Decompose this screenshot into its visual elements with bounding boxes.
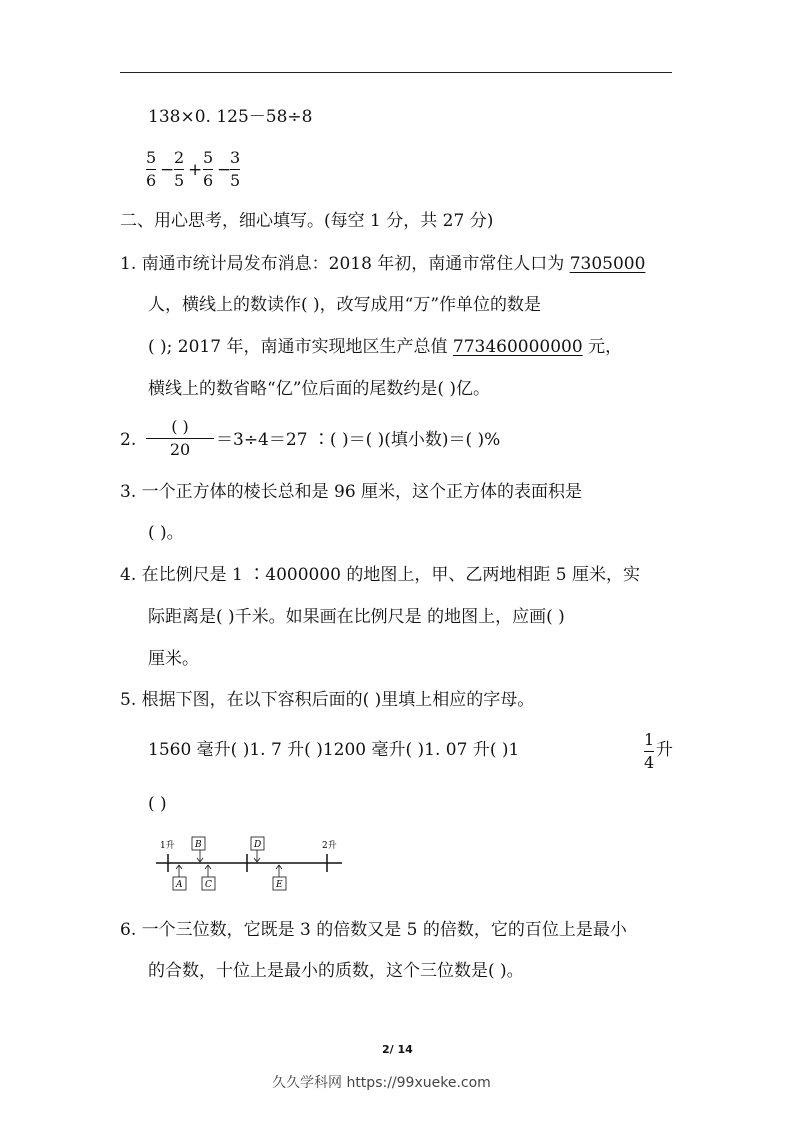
q1-line-3 — [148, 336, 622, 358]
q2-fraction-denominator: 20 — [169, 440, 191, 459]
fraction-4 — [230, 149, 240, 190]
q3-line-2: ( )。 — [148, 523, 184, 543]
fraction-4-denominator: 5 — [230, 171, 241, 190]
q1-line-4: 横线上的数省略“亿”位后面的尾数约是( )亿。 — [148, 379, 491, 399]
fraction-2 — [174, 149, 184, 190]
header-rule — [120, 72, 672, 73]
fraction-1-denominator: 6 — [146, 171, 157, 190]
fraction-3-denominator: 6 — [203, 171, 214, 190]
fraction-2-numerator: 2 — [174, 148, 185, 167]
q2-fraction-numerator: ( ) — [171, 417, 189, 436]
q4-line-3: 厘米。 — [148, 649, 199, 669]
box-a-label: A — [176, 880, 183, 890]
box-e-label: E — [276, 880, 283, 890]
q1-population-number: 7305000 — [569, 254, 646, 274]
q1-line-1-text: 1. 南通市统计局发布消息：2018 年初，南通市常住人口为 — [120, 254, 570, 274]
q5-fraction-numerator: 1 — [644, 730, 655, 749]
q1-line-3-unit: 元， — [582, 337, 623, 357]
q4-line-1: 4. 在比例尺是 1 ∶4000000 的地图上，甲、乙两地相距 5 厘米，实 — [120, 565, 640, 585]
q5-line-3: ( ) — [148, 794, 167, 814]
q5-fraction-denominator: 4 — [644, 753, 655, 772]
q1-line-1 — [120, 253, 645, 275]
fraction-1 — [146, 149, 156, 190]
q5-mixed-fraction — [644, 731, 654, 772]
fraction-3-numerator: 5 — [203, 148, 214, 167]
q2-label: 2. — [120, 430, 137, 450]
q2-expression: ＝3÷4＝27 ∶( )＝( )(填小数)＝( )% — [216, 430, 501, 450]
q3-line-1: 3. 一个正方体的棱长总和是 96 厘米，这个正方体的表面积是 — [120, 482, 583, 502]
operator-3: − — [217, 160, 232, 180]
q5-line-2: 1560 毫升( )1. 7 升( )1200 毫升( )1. 07 升( )1 — [148, 740, 520, 760]
q5-line-1: 5. 根据下图，在以下容积后面的( )里填上相应的字母。 — [120, 690, 535, 710]
page-number: 2/ 14 — [382, 1043, 413, 1056]
box-b-label: B — [195, 840, 202, 850]
q1-line-3-text: ( ); 2017 年，南通市实现地区生产总值 — [148, 337, 453, 357]
q5-unit: 升 — [656, 740, 673, 760]
q6-line-2: 的合数，十位上是最小的质数，这个三位数是( )。 — [148, 961, 524, 981]
q4-line-2: 际距离是( )千米。如果画在比例尺是 的地图上，应画( ) — [148, 607, 565, 627]
q1-gdp-number: 773460000000 — [452, 337, 583, 357]
box-d-label: D — [254, 840, 262, 850]
fraction-2-denominator: 5 — [174, 171, 185, 190]
fraction-1-numerator: 5 — [146, 148, 157, 167]
section-heading: 二、用心思考，细心填写。(每空 1 分，共 27 分) — [120, 211, 494, 231]
operator-1: − — [160, 160, 175, 180]
end-label: 2升 — [322, 841, 337, 851]
q2-fraction — [146, 418, 214, 459]
box-c-label: C — [205, 880, 212, 890]
fraction-4-numerator: 3 — [230, 148, 241, 167]
start-label: 1升 — [160, 841, 175, 851]
q6-line-1: 6. 一个三位数，它既是 3 的倍数又是 5 的倍数，它的百位上是最小 — [120, 920, 627, 940]
operator-2: + — [188, 160, 203, 180]
site-watermark: 久久学科网 https://99xueke.com — [272, 1075, 491, 1091]
q1-line-2: 人，横线上的数读作( )，改写成用“万”作单位的数是 — [148, 295, 542, 315]
fraction-3 — [203, 149, 213, 190]
capacity-number-line — [150, 834, 350, 896]
expr-line-1: 138×0. 125－58÷8 — [148, 107, 313, 127]
